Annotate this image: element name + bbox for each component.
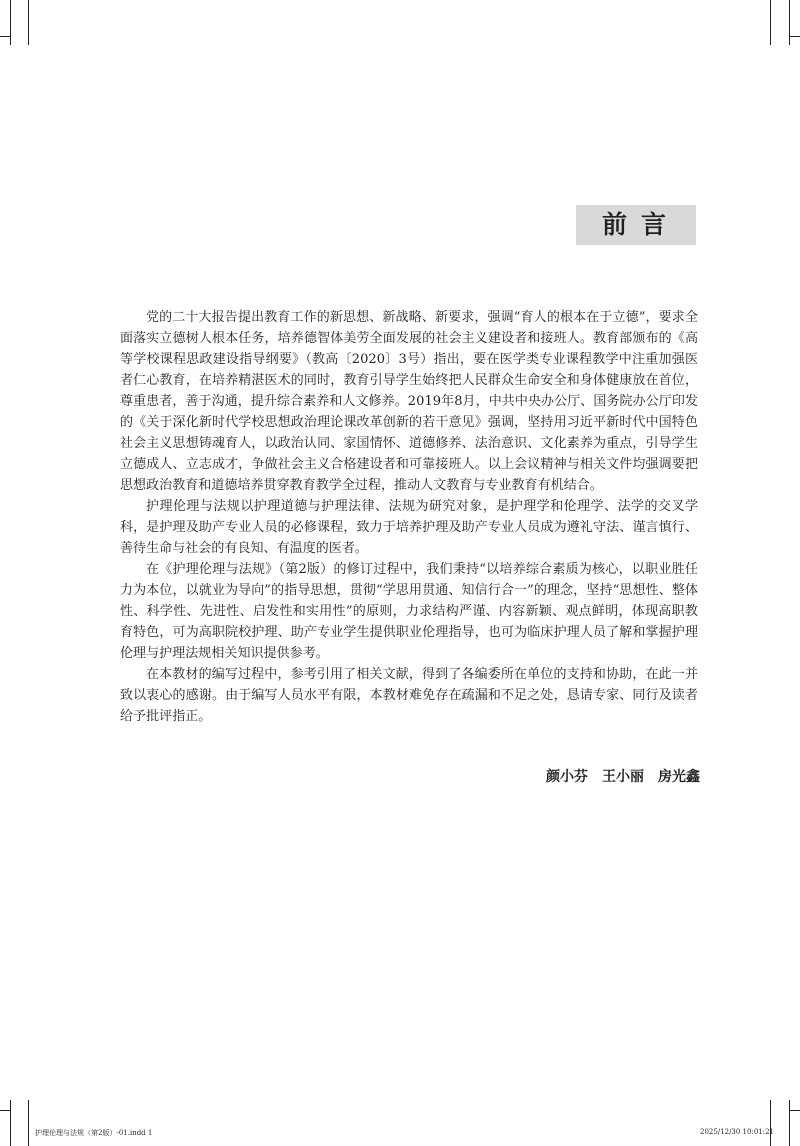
crop-mark-top-right-v — [770, 0, 771, 45]
crop-mark-bottom-right-v2 — [789, 1100, 790, 1146]
slug-timestamp: 2025/12/30 10:01:21 — [699, 1128, 774, 1136]
crop-mark-top-left-h — [0, 36, 10, 37]
crop-mark-bottom-left-v2 — [28, 1100, 29, 1146]
paragraph-2: 护理伦理与法规以护理道德与护理法律、法规为研究对象，是护理学和伦理学、法学的交叉学科，是护理及助产专业人员的必修课程，致力于培养护理及助产专业人员成为遵礼守法、谨言慎行、善待生命与社会的有良知、有温度的医者。 — [120, 499, 698, 556]
crop-mark-top-right-h — [790, 36, 800, 37]
slug-file: 护理伦理与法规（第2版）-01.indd 1 — [35, 1129, 153, 1137]
preface-body — [120, 307, 698, 727]
paragraph-3: 在《护理伦理与法规》（第2版）的修订过程中，我们秉持“以培养综合素质为核心，以职业胜任力为本位，以就业为导向”的指导思想，贯彻“学思用贯通、知信行合一”的理念，坚持“思想性、整体性、科学性、先进性、启发性和实用性”的原则，力求结构严谨、内容新颖、观点鲜明，体现高职教育特色，可为高职院校护理、助产专业学生提供职业伦理指导，也可为临床护理人员了解和掌握护理伦理与护理法规相关知识提供参考。 — [120, 562, 698, 661]
crop-mark-bottom-left-h — [0, 1110, 10, 1111]
crop-mark-bottom-right-h — [790, 1110, 800, 1111]
crop-mark-bottom-left-v — [10, 1100, 11, 1146]
paragraph-4: 在本教材的编写过程中，参考引用了相关文献，得到了各编委所在单位的支持和协助，在此一并致以衷心的感谢。由于编写人员水平有限，本教材难免存在疏漏和不足之处，恳请专家、同行及读者给予批评指正。 — [120, 667, 698, 724]
authors: 颜小芬 王小丽 房光鑫 — [546, 769, 700, 785]
page-title: 前言 — [601, 210, 680, 239]
crop-mark-bottom-right-v — [770, 1100, 771, 1146]
crop-mark-top-left-v2 — [28, 0, 29, 45]
paragraph-1: 党的二十大报告提出教育工作的新思想、新战略、新要求，强调“育人的根本在于立德”，要求全面落实立德树人根本任务，培养德智体美劳全面发展的社会主义建设者和接班人。教育部颁布的《高等学校课程思政建设指导纲要》（教高〔2020〕3号）指出，要在医学类专业课程教学中注重加强医者仁心教育，在培养精湛医术的同时，教育引导学生始终把人民群众生命安全和身体健康放在首位，尊重患者，善于沟通，提升综合素养和人文修养。2019年8月，中共中央办公厅、国务院办公厅印发的《关于深化新时代学校思想政治理论课改革创新的若干意见》强调，坚持用习近平新时代中国特色社会主义思想铸魂育人，以政治认同、家国情怀、道德修养、法治意识、文化素养为重点，引导学生立德成人、立志成才，争做社会主义合格建设者和可靠接班人。以上会议精神与相关文件均强调要把思想政治教育和道德培养贯穿教育教学全过程，推动人文教育与专业教育有机结合。 — [120, 310, 698, 493]
crop-mark-top-right-v2 — [789, 0, 790, 45]
crop-mark-top-left-v — [10, 0, 11, 45]
